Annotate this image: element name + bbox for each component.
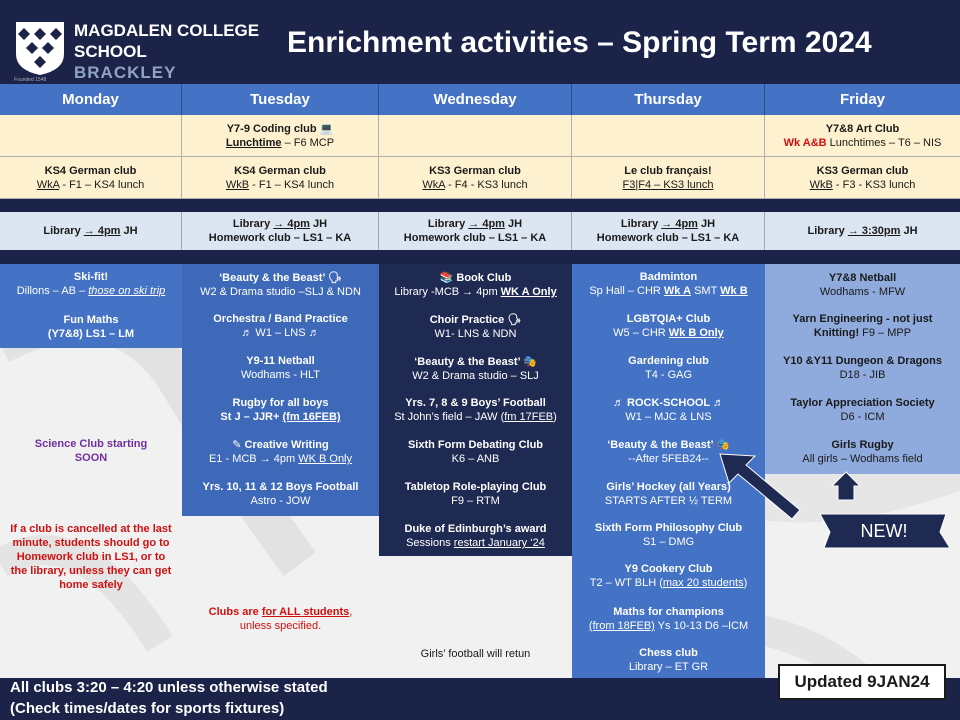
lunch1-thursday: [572, 115, 765, 157]
club-detail: All girls – Wodhams field: [802, 453, 923, 465]
club-detail-date: (fm 16FEB): [282, 411, 341, 423]
club-detail: W5 – CHR: [613, 327, 669, 339]
club-title: Fun Maths: [63, 314, 119, 326]
all-students-post: ,: [349, 606, 353, 618]
club-title: Y7&8 Netball: [828, 272, 897, 284]
all-students-emph: for ALL students: [261, 606, 350, 618]
club-detail-week: WK A Only: [500, 286, 557, 298]
club-detail: T2 – WT BLH (: [589, 577, 663, 589]
homework-club: Homework club – LS1 – KA: [208, 232, 352, 244]
club-title: 📚 Book Club: [439, 272, 512, 284]
language-club-week: WkA: [36, 178, 60, 191]
library-time: → 4pm: [273, 218, 310, 230]
school-crest-logo: [14, 20, 66, 76]
day-header-thursday: Thursday: [572, 84, 765, 115]
library-tuesday: [182, 212, 379, 250]
club-title: Y9-11 Netball: [246, 355, 315, 367]
art-club-detail: Lunchtimes – T6 – NIS: [826, 136, 942, 149]
library-time: → 4pm: [661, 218, 698, 230]
library-staff: JH: [697, 218, 716, 230]
club-title: Yarn Engineering - not just: [792, 313, 933, 325]
coding-club-title: Y7-9 Coding club 💻: [226, 122, 334, 135]
club-detail: F9 – MPP: [859, 327, 912, 339]
club-rugby-boys: [182, 396, 379, 424]
club-title: Sixth Form Philosophy Club: [594, 522, 743, 534]
club-title: ✎ Creative Writing: [232, 439, 329, 451]
library-friday: [765, 212, 960, 250]
library-label: Library: [232, 218, 274, 230]
language-club-week: WkA: [422, 178, 446, 191]
footer-line2: (Check times/dates for sports fixtures): [10, 700, 285, 717]
club-detail: Astro - JOW: [250, 495, 311, 507]
all-students-note: [182, 605, 379, 633]
club-detail: W2 & Drama studio –SLJ & NDN: [200, 286, 361, 298]
club-lgbtqia: [572, 312, 765, 340]
club-detail-note: those on ski trip: [88, 285, 166, 297]
club-title: Choir Practice 🗣: [429, 314, 522, 326]
club-title: Yrs. 7, 8 & 9 Boys’ Football: [405, 397, 546, 409]
language-club-detail: - F3 - KS3 lunch: [832, 178, 916, 191]
club-duke-of-edinburgh: [379, 522, 572, 550]
day-header-wednesday: Wednesday: [379, 84, 572, 115]
art-club-cell: [765, 115, 960, 157]
club-title: Maths for champions: [613, 606, 724, 618]
arrow-icon: [720, 454, 800, 519]
club-detail: K6 – ANB: [451, 453, 500, 465]
language-club-title: Le club français!: [624, 164, 712, 177]
club-title: ‘Beauty & the Beast’ 🎭: [414, 356, 537, 368]
library-monday: [0, 212, 182, 250]
lunch1-wednesday: [379, 115, 572, 157]
club-detail: ♬ W1 – LNS ♬: [241, 327, 320, 339]
club-detail: S1 – DMG: [642, 536, 695, 548]
club-detail-date: fm 17FEB: [504, 411, 554, 423]
club-title: ‘Beauty & the Beast’ 🗣: [219, 272, 342, 284]
club-detail: Wodhams - MFW: [819, 286, 906, 298]
language-club-friday: [765, 157, 960, 199]
club-beauty-beast-wed: [379, 355, 572, 383]
day-header-monday: Monday: [0, 84, 182, 115]
club-dungeons-dragons: [765, 354, 960, 382]
club-detail-week: WK B Only: [298, 453, 353, 465]
club-tabletop: [379, 480, 572, 508]
club-choir: [379, 313, 572, 341]
club-detail: Sessions: [406, 537, 454, 549]
language-club-week: WkB: [809, 178, 833, 191]
club-detail: St John’s field – JAW (: [394, 411, 505, 423]
club-ski-fit: [0, 270, 182, 298]
library-time: → 4pm: [468, 218, 505, 230]
all-students-pre: Clubs are: [208, 606, 262, 618]
club-detail: W1- LNS & NDN: [434, 328, 517, 340]
footer-line1: All clubs 3:20 – 4:20 unless otherwise stated: [10, 679, 328, 696]
library-wednesday: [379, 212, 572, 250]
club-title: Y9 Cookery Club: [624, 563, 713, 575]
library-staff: JH: [309, 218, 328, 230]
homework-club: Homework club – LS1 – KA: [403, 232, 547, 244]
language-club-title: KS4 German club: [234, 164, 326, 177]
library-time: → 4pm: [83, 225, 121, 237]
club-title: LGBTQIA+ Club: [626, 313, 711, 325]
club-title: Gardening club: [628, 355, 709, 367]
club-title: Sixth Form Debating Club: [407, 439, 544, 451]
club-detail: STARTS AFTER ½ TERM: [604, 495, 733, 507]
club-netball-y7-8: [765, 271, 960, 299]
all-students-line2: unless specified.: [239, 620, 322, 632]
school-name-line1: MAGDALEN COLLEGE: [74, 21, 260, 40]
club-detail-date: (from 18FEB): [588, 620, 655, 632]
club-boys-football-7-9: [379, 396, 572, 424]
club-maths-champions: [572, 605, 765, 633]
row-separator: [0, 250, 960, 264]
day-header-tuesday: Tuesday: [182, 84, 379, 115]
club-boys-football-10-12: [182, 480, 379, 508]
cancellation-note: If a club is cancelled at the last minute, students should go to Homework club in LS1, or to the library, unless they can get home safely: [10, 523, 172, 591]
science-club-line1: Science Club starting: [34, 438, 148, 450]
language-club-week: F3|F4 – KS3 lunch: [622, 178, 714, 191]
club-detail-end: ): [743, 577, 748, 589]
club-orchestra: [182, 312, 379, 340]
club-chess: [572, 646, 765, 674]
language-club-detail: - F1 – KS4 lunch: [59, 178, 145, 191]
coding-club-cell: [182, 115, 379, 157]
club-book: [379, 271, 572, 299]
page-title: Enrichment activities – Spring Term 2024: [287, 26, 872, 59]
school-name-line3: BRACKLEY: [74, 63, 177, 82]
school-name: [74, 20, 259, 83]
club-detail-end: ): [553, 411, 557, 423]
club-title: Chess club: [639, 647, 698, 659]
club-detail: W1 – MJC & LNS: [625, 411, 712, 423]
club-detail: W2 & Drama studio – SLJ: [412, 370, 539, 382]
school-name-line2: SCHOOL: [74, 42, 147, 61]
club-title: Yrs. 10, 11 & 12 Boys Football: [202, 481, 359, 493]
club-detail: St J – JJR+: [220, 411, 283, 423]
footer-notes: [10, 677, 328, 719]
club-yarn-engineering: [765, 312, 960, 340]
language-club-title: KS3 German club: [816, 164, 909, 177]
founded-label: Founded 1548: [14, 77, 47, 83]
updated-date-box: Updated 9JAN24: [778, 664, 946, 700]
club-title: ♬ ROCK-SCHOOL ♬: [612, 397, 725, 409]
club-detail: (Y7&8) LS1 – LM: [47, 328, 135, 340]
library-staff: JH: [504, 218, 523, 230]
club-beauty-beast-tue: [182, 271, 379, 299]
club-gardening: [572, 354, 765, 382]
club-title: Taylor Appreciation Society: [790, 397, 935, 409]
language-club-monday: [0, 157, 182, 199]
timetable-grid: [0, 84, 960, 678]
club-detail: Ys 10-13 D6 –ICM: [654, 620, 749, 632]
club-fun-maths: [0, 313, 182, 341]
language-club-wednesday: [379, 157, 572, 199]
club-detail: Wodhams - HLT: [240, 369, 321, 381]
club-detail: E1 - MCB → 4pm: [208, 453, 299, 465]
club-detail: D6 - ICM: [840, 411, 885, 423]
club-detail: D18 - JIB: [839, 369, 886, 381]
homework-club: Homework club – LS1 – KA: [596, 232, 740, 244]
club-title: Badminton: [639, 271, 698, 283]
club-title: Duke of Edinburgh’s award: [404, 523, 547, 535]
club-netball-y9-11: [182, 354, 379, 382]
art-club-title: Y7&8 Art Club: [825, 122, 900, 135]
language-club-tuesday: [182, 157, 379, 199]
club-title: Girls Rugby: [831, 439, 894, 451]
library-label: Library: [427, 218, 469, 230]
club-detail: Library -MCB → 4pm: [394, 286, 501, 298]
club-title: Rugby for all boys: [232, 397, 329, 409]
club-detail-limit: max 20 students: [662, 577, 744, 589]
language-club-thursday: [572, 157, 765, 199]
library-label: Library: [807, 225, 848, 237]
art-club-weeks: Wk A&B: [783, 136, 827, 149]
library-time: → 3:30pm: [847, 225, 901, 237]
club-creative-writing: [182, 438, 379, 466]
new-banner-label: NEW!: [860, 520, 908, 541]
new-clubs-banner: [700, 444, 960, 584]
club-week-b: Wk B: [720, 285, 748, 297]
club-title: Ski-fit!: [73, 271, 109, 283]
language-club-title: KS3 German club: [429, 164, 521, 177]
club-title: Y10 &Y11 Dungeon & Dragons: [783, 355, 942, 367]
club-detail: F9 – RTM: [451, 495, 500, 507]
library-staff: JH: [120, 225, 138, 237]
club-rock-school: [572, 396, 765, 424]
lunch1-monday: [0, 115, 182, 157]
language-club-detail: - F4 - KS3 lunch: [445, 178, 528, 191]
tuesday-clubs-panel: [182, 264, 379, 516]
coding-club-time: Lunchtime: [225, 136, 282, 149]
language-club-week: WkB: [225, 178, 250, 191]
library-label: Library: [43, 225, 84, 237]
club-title: Orchestra / Band Practice: [213, 313, 348, 325]
club-week-a: Wk A: [663, 285, 692, 297]
library-label: Library: [620, 218, 662, 230]
club-debating: [379, 438, 572, 466]
science-club-notice: [0, 437, 182, 465]
coding-club-room: – F6 MCP: [281, 136, 335, 149]
club-title: Girls’ Hockey (all Years): [606, 481, 731, 493]
club-detail-week: Wk B Only: [668, 327, 724, 339]
club-title: Tabletop Role-playing Club: [404, 481, 547, 493]
language-club-detail: - F1 – KS4 lunch: [249, 178, 335, 191]
row-separator: [0, 199, 960, 212]
club-badminton: [572, 270, 765, 298]
day-header-friday: Friday: [765, 84, 960, 115]
club-taylor-society: [765, 396, 960, 424]
club-title-cont: Knitting!: [813, 327, 860, 339]
club-detail: Sp Hall – CHR: [589, 285, 664, 297]
library-thursday: [572, 212, 765, 250]
club-detail: T4 - GAG: [644, 369, 693, 381]
club-detail-date: restart January ‘24: [453, 537, 545, 549]
club-title: ‘Beauty & the Beast’ 🎭: [607, 439, 730, 451]
science-club-line2: SOON: [74, 452, 108, 464]
club-detail: Dillons – AB –: [16, 285, 89, 297]
club-detail-staff: SMT: [691, 285, 721, 297]
girls-football-note: Girls’ football will retun: [420, 648, 531, 660]
library-staff: JH: [900, 225, 918, 237]
club-detail: --After 5FEB24--: [628, 453, 709, 465]
club-detail: Library – ET GR: [628, 661, 709, 673]
language-club-title: KS4 German club: [44, 164, 137, 177]
